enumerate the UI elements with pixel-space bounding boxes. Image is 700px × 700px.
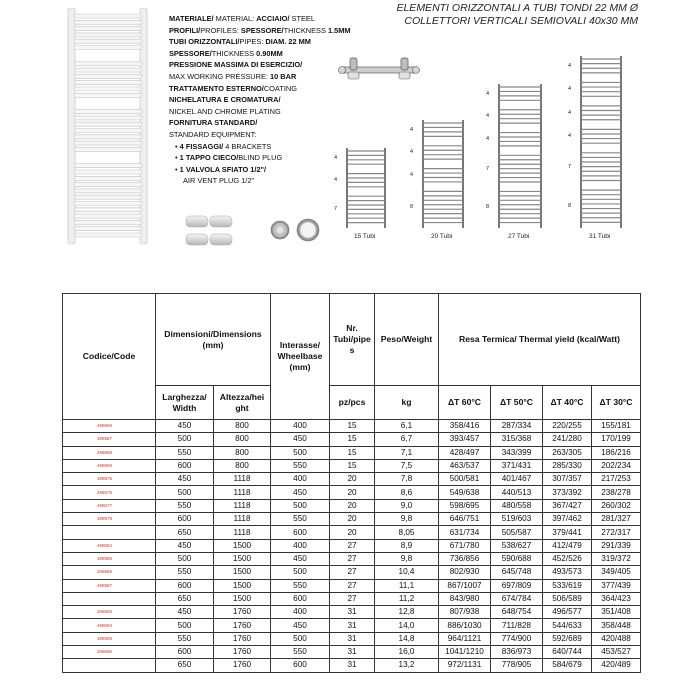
radiator-diagram <box>420 120 466 228</box>
tube-group-count: 4 <box>334 154 338 161</box>
cell-wheelbase: 500 <box>271 632 330 645</box>
header-dt40: ΔT 40°C <box>543 386 592 420</box>
cell-code: 499584 <box>63 539 156 552</box>
cell-wheelbase: 600 <box>271 659 330 672</box>
cell-wheelbase: 500 <box>271 499 330 512</box>
cell-width: 650 <box>156 592 214 605</box>
spec-line: FORNITURA STANDARD/ <box>169 118 258 128</box>
cell-height: 1500 <box>214 552 271 565</box>
cell-wheelbase: 450 <box>271 433 330 446</box>
cell-width: 550 <box>156 446 214 459</box>
spec-line: NICKEL AND CHROME PLATING <box>169 106 281 116</box>
cell-width: 550 <box>156 566 214 579</box>
cell-code: 499587 <box>63 579 156 592</box>
header-thermal: Resa Termica/ Thermal yield (kcal/Watt) <box>439 294 641 386</box>
cell-dt30: 272/317 <box>592 526 641 539</box>
cell-dt50: 774/900 <box>491 632 543 645</box>
spec-line: MAX WORKING PRESSURE: 10 BAR <box>169 71 297 81</box>
cell-width: 600 <box>156 579 214 592</box>
cell-dt50: 343/399 <box>491 446 543 459</box>
equipment-item: • 4 FISSAGGI/ 4 BRACKETS <box>175 141 272 151</box>
spec-line: MATERIALE/ MATERIAL: ACCIAIO/ STEEL <box>169 14 315 23</box>
cell-dt40: 452/526 <box>543 552 592 565</box>
cell-dt60: 631/734 <box>439 526 491 539</box>
tube-group-count: 4 <box>568 133 572 140</box>
cell-code: 499576 <box>63 486 156 499</box>
tube-group-count: 7 <box>486 165 490 172</box>
cell-dt60: 867/1007 <box>439 579 491 592</box>
cell-dt60: 964/1121 <box>439 632 491 645</box>
tube-group-count: 4 <box>486 90 490 97</box>
cell-dt30: 238/278 <box>592 486 641 499</box>
towel-radiator-image <box>62 8 154 246</box>
cell-code: 499566 <box>63 420 156 433</box>
table-row <box>63 632 641 645</box>
tube-group-count: 7 <box>568 163 572 170</box>
cell-dt60: 807/938 <box>439 606 491 619</box>
cell-tubes: 15 <box>330 459 375 472</box>
cell-height: 800 <box>214 459 271 472</box>
header-dt60: ΔT 60°C <box>439 386 491 420</box>
cell-dt40: 241/280 <box>543 433 592 446</box>
cell-dt60: 500/581 <box>439 473 491 486</box>
table-body <box>63 420 641 673</box>
cell-wheelbase: 550 <box>271 646 330 659</box>
cell-tubes: 31 <box>330 646 375 659</box>
cell-dt30: 155/181 <box>592 420 641 433</box>
cell-weight: 14,0 <box>375 619 439 632</box>
cell-tubes: 15 <box>330 446 375 459</box>
cell-height: 1760 <box>214 606 271 619</box>
diagram-label: 15 Tubi <box>354 233 376 240</box>
tube-group-count: 4 <box>410 126 414 133</box>
cell-wheelbase: 400 <box>271 606 330 619</box>
cell-height: 1500 <box>214 592 271 605</box>
cell-dt50: 697/809 <box>491 579 543 592</box>
cell-dt50: 645/748 <box>491 566 543 579</box>
cell-tubes: 20 <box>330 486 375 499</box>
cell-dt30: 217/253 <box>592 473 641 486</box>
cell-height: 1500 <box>214 566 271 579</box>
cell-dt30: 364/423 <box>592 592 641 605</box>
cell-dt40: 373/392 <box>543 486 592 499</box>
cell-wheelbase: 450 <box>271 619 330 632</box>
cell-tubes: 20 <box>330 526 375 539</box>
cell-weight: 13,2 <box>375 659 439 672</box>
cell-dt30: 260/302 <box>592 499 641 512</box>
cell-tubes: 15 <box>330 420 375 433</box>
cell-tubes: 20 <box>330 473 375 486</box>
cell-dt60: 736/856 <box>439 552 491 565</box>
cell-code: 499585 <box>63 552 156 565</box>
cell-code: 499577 <box>63 499 156 512</box>
cell-tubes: 15 <box>330 433 375 446</box>
cell-weight: 9,8 <box>375 552 439 565</box>
cell-wheelbase: 500 <box>271 446 330 459</box>
cell-width: 450 <box>156 473 214 486</box>
cell-dt30: 291/339 <box>592 539 641 552</box>
cell-tubes: 27 <box>330 552 375 565</box>
specifications <box>169 13 351 187</box>
cell-weight: 12,8 <box>375 606 439 619</box>
cell-code <box>63 592 156 605</box>
table-row <box>63 446 641 459</box>
cell-tubes: 31 <box>330 659 375 672</box>
cell-dt30: 420/489 <box>592 659 641 672</box>
tube-group-count: 4 <box>568 62 572 69</box>
spec-line: PRESSIONE MASSIMA DI ESERCIZIO/ <box>169 60 303 70</box>
spec-line: NICHELATURA E CROMATURA/ <box>169 95 281 105</box>
cell-dt30: 202/234 <box>592 459 641 472</box>
equipment-item: • 1 VALVOLA SFIATO 1/2"/ <box>175 164 267 174</box>
cell-height: 1500 <box>214 579 271 592</box>
cell-dt50: 519/603 <box>491 513 543 526</box>
cell-wheelbase: 400 <box>271 539 330 552</box>
cell-dt50: 778/905 <box>491 659 543 672</box>
table-row <box>63 459 641 472</box>
cell-weight: 7,8 <box>375 473 439 486</box>
cell-width: 600 <box>156 513 214 526</box>
cell-dt40: 412/479 <box>543 539 592 552</box>
cell-wheelbase: 550 <box>271 459 330 472</box>
cell-dt50: 440/513 <box>491 486 543 499</box>
cell-dt60: 886/1030 <box>439 619 491 632</box>
diagram-label: 31 Tubi <box>589 233 611 240</box>
cell-wheelbase: 550 <box>271 579 330 592</box>
table-row <box>63 473 641 486</box>
table-row <box>63 513 641 526</box>
cell-weight: 10,4 <box>375 566 439 579</box>
cell-width: 600 <box>156 646 214 659</box>
cell-weight: 6,1 <box>375 420 439 433</box>
cell-dt60: 1041/1210 <box>439 646 491 659</box>
cell-height: 1118 <box>214 499 271 512</box>
cell-code: 499578 <box>63 513 156 526</box>
cell-dt30: 351/408 <box>592 606 641 619</box>
cell-code: 499593 <box>63 606 156 619</box>
table-row <box>63 526 641 539</box>
product-heading <box>396 2 638 28</box>
cell-width: 600 <box>156 459 214 472</box>
cell-width: 500 <box>156 486 214 499</box>
cell-dt60: 358/416 <box>439 420 491 433</box>
cell-tubes: 20 <box>330 513 375 526</box>
cell-weight: 11,2 <box>375 592 439 605</box>
cell-wheelbase: 600 <box>271 592 330 605</box>
cell-height: 1118 <box>214 486 271 499</box>
cell-dt30: 170/199 <box>592 433 641 446</box>
cell-width: 550 <box>156 632 214 645</box>
tube-group-count: 4 <box>568 86 572 93</box>
table-row <box>63 606 641 619</box>
cell-weight: 7,5 <box>375 459 439 472</box>
cell-tubes: 31 <box>330 619 375 632</box>
radiator-diagram <box>578 56 624 228</box>
table-row <box>63 579 641 592</box>
tube-group-count: 4 <box>410 149 414 156</box>
radiator-diagram <box>496 84 544 228</box>
cell-dt30: 186/216 <box>592 446 641 459</box>
cell-weight: 6,7 <box>375 433 439 446</box>
header-tubes-unit: pz/pcs <box>330 386 375 420</box>
table-row <box>63 486 641 499</box>
cell-dt40: 367/427 <box>543 499 592 512</box>
cell-height: 1760 <box>214 632 271 645</box>
cell-dt40: 379/441 <box>543 526 592 539</box>
cell-code: 499596 <box>63 646 156 659</box>
cell-wheelbase: 400 <box>271 420 330 433</box>
header-width: Larghezza/ Width <box>156 386 214 420</box>
spec-line: SPESSORE/THICKNESS 0.90MM <box>169 48 283 58</box>
cell-width: 650 <box>156 526 214 539</box>
cell-dt50: 480/558 <box>491 499 543 512</box>
cell-code: 499594 <box>63 619 156 632</box>
header-dimensions: Dimensioni/Dimensions (mm) <box>156 294 271 386</box>
cell-dt50: 287/334 <box>491 420 543 433</box>
tube-group-count: 7 <box>334 206 338 213</box>
cell-dt30: 349/405 <box>592 566 641 579</box>
table-row <box>63 539 641 552</box>
tube-group-count: 4 <box>334 177 338 184</box>
cell-dt60: 598/695 <box>439 499 491 512</box>
cell-dt30: 377/439 <box>592 579 641 592</box>
cell-weight: 8,6 <box>375 486 439 499</box>
cell-weight: 14,8 <box>375 632 439 645</box>
cell-dt50: 538/627 <box>491 539 543 552</box>
cell-dt60: 549/638 <box>439 486 491 499</box>
header-weight: Peso/Weight <box>375 294 439 386</box>
equipment-item: • 1 TAPPO CIECO/BLIND PLUG <box>175 153 283 163</box>
header-tubes: Nr. Tubi/pipe s <box>330 294 375 386</box>
table-row <box>63 420 641 433</box>
cell-dt50: 505/587 <box>491 526 543 539</box>
cell-height: 1500 <box>214 539 271 552</box>
cell-width: 650 <box>156 659 214 672</box>
technical-data-table <box>62 293 641 673</box>
diagram-label: 20 Tubi <box>431 233 453 240</box>
cell-dt60: 428/497 <box>439 446 491 459</box>
cell-dt40: 506/589 <box>543 592 592 605</box>
cell-dt50: 371/431 <box>491 459 543 472</box>
cell-dt50: 315/368 <box>491 433 543 446</box>
cell-dt50: 674/784 <box>491 592 543 605</box>
table-row <box>63 499 641 512</box>
table-row <box>63 552 641 565</box>
cell-dt60: 843/980 <box>439 592 491 605</box>
heading-line-1: ELEMENTI ORIZZONTALI A TUBI TONDI 22 MM Ø <box>396 2 638 14</box>
header-wheelbase: Interasse/ Wheelbase (mm) <box>271 294 330 420</box>
cell-tubes: 31 <box>330 632 375 645</box>
cell-tubes: 27 <box>330 579 375 592</box>
cell-tubes: 27 <box>330 592 375 605</box>
cell-width: 550 <box>156 499 214 512</box>
cell-width: 450 <box>156 420 214 433</box>
cell-tubes: 31 <box>330 606 375 619</box>
cell-wheelbase: 600 <box>271 526 330 539</box>
cell-dt30: 420/488 <box>592 632 641 645</box>
cell-width: 450 <box>156 606 214 619</box>
cell-dt40: 263/305 <box>543 446 592 459</box>
header-height: Altezza/hei ght <box>214 386 271 420</box>
cell-dt60: 671/780 <box>439 539 491 552</box>
cell-height: 1760 <box>214 646 271 659</box>
heading-line-2: COLLETTORI VERTICALI SEMIOVALI 40x30 MM <box>404 15 638 27</box>
cell-dt50: 648/754 <box>491 606 543 619</box>
cell-dt50: 836/973 <box>491 646 543 659</box>
table-row <box>63 659 641 672</box>
header-weight-unit: kg <box>375 386 439 420</box>
cell-dt60: 463/537 <box>439 459 491 472</box>
spec-line: PROFILI/PROFILES: SPESSORE/THICKNESS 1.5MM <box>169 25 351 35</box>
spec-line: TRATTAMENTO ESTERNO/COATING <box>169 83 297 93</box>
cell-height: 800 <box>214 420 271 433</box>
cell-dt40: 496/577 <box>543 606 592 619</box>
cell-code: 499575 <box>63 473 156 486</box>
cell-dt40: 533/619 <box>543 579 592 592</box>
cell-wheelbase: 550 <box>271 513 330 526</box>
table-row <box>63 566 641 579</box>
cell-weight: 8,9 <box>375 539 439 552</box>
cell-dt40: 592/689 <box>543 632 592 645</box>
table-row <box>63 592 641 605</box>
cell-width: 500 <box>156 552 214 565</box>
cell-weight: 7,1 <box>375 446 439 459</box>
cell-wheelbase: 450 <box>271 486 330 499</box>
table-row <box>63 646 641 659</box>
tube-group-count: 8 <box>410 203 414 210</box>
cell-dt40: 220/255 <box>543 420 592 433</box>
fittings-image <box>176 212 326 252</box>
cell-weight: 11,1 <box>375 579 439 592</box>
diagram-label: 27 Tubi <box>508 233 530 240</box>
header-code: Codice/Code <box>63 294 156 420</box>
cell-height: 1118 <box>214 526 271 539</box>
cell-wheelbase: 500 <box>271 566 330 579</box>
cell-dt40: 307/357 <box>543 473 592 486</box>
cell-wheelbase: 450 <box>271 552 330 565</box>
cell-tubes: 20 <box>330 499 375 512</box>
cell-dt40: 493/573 <box>543 566 592 579</box>
cell-weight: 9,8 <box>375 513 439 526</box>
cell-weight: 8,05 <box>375 526 439 539</box>
cell-dt40: 640/744 <box>543 646 592 659</box>
cell-dt60: 393/457 <box>439 433 491 446</box>
cell-dt40: 544/633 <box>543 619 592 632</box>
cell-dt30: 358/448 <box>592 619 641 632</box>
cell-code: 499567 <box>63 433 156 446</box>
cell-height: 1760 <box>214 619 271 632</box>
bracket-image <box>336 56 422 86</box>
cell-height: 1118 <box>214 513 271 526</box>
cell-height: 800 <box>214 433 271 446</box>
cell-dt50: 590/688 <box>491 552 543 565</box>
cell-height: 800 <box>214 446 271 459</box>
table-row <box>63 619 641 632</box>
cell-height: 1760 <box>214 659 271 672</box>
cell-code: 499586 <box>63 566 156 579</box>
cell-dt40: 397/462 <box>543 513 592 526</box>
spec-line: TUBI ORIZZONTALI/PIPES: DIAM. 22 MM <box>169 37 311 47</box>
cell-width: 500 <box>156 619 214 632</box>
cell-dt50: 711/828 <box>491 619 543 632</box>
cell-wheelbase: 400 <box>271 473 330 486</box>
tube-group-count: 4 <box>568 109 572 116</box>
cell-code: 499569 <box>63 459 156 472</box>
cell-dt60: 646/751 <box>439 513 491 526</box>
tube-group-count: 8 <box>486 204 490 210</box>
cell-dt40: 584/679 <box>543 659 592 672</box>
cell-dt40: 285/330 <box>543 459 592 472</box>
cell-code: 499568 <box>63 446 156 459</box>
cell-height: 1118 <box>214 473 271 486</box>
cell-tubes: 27 <box>330 539 375 552</box>
cell-weight: 16,0 <box>375 646 439 659</box>
table-row <box>63 433 641 446</box>
equipment-sub-line: AIR VENT PLUG 1/2" <box>183 176 255 186</box>
cell-dt50: 401/467 <box>491 473 543 486</box>
radiator-diagram <box>344 148 388 228</box>
cell-dt30: 319/372 <box>592 552 641 565</box>
tube-group-count: 4 <box>486 113 490 120</box>
cell-dt30: 281/327 <box>592 513 641 526</box>
cell-width: 450 <box>156 539 214 552</box>
spec-line: STANDARD EQUIPMENT: <box>169 129 257 139</box>
cell-dt60: 802/930 <box>439 566 491 579</box>
cell-tubes: 27 <box>330 566 375 579</box>
cell-dt30: 453/527 <box>592 646 641 659</box>
cell-weight: 9,0 <box>375 499 439 512</box>
tube-group-count: 8 <box>568 203 572 210</box>
product-info-section <box>0 0 700 290</box>
header-dt30: ΔT 30°C <box>592 386 641 420</box>
tube-group-count: 4 <box>486 136 490 143</box>
cell-width: 500 <box>156 433 214 446</box>
tube-group-count: 4 <box>410 172 414 179</box>
technical-data-table-wrapper <box>62 293 640 673</box>
cell-code: 499595 <box>63 632 156 645</box>
cell-dt60: 972/1131 <box>439 659 491 672</box>
cell-code <box>63 526 156 539</box>
header-dt50: ΔT 50°C <box>491 386 543 420</box>
cell-code <box>63 659 156 672</box>
